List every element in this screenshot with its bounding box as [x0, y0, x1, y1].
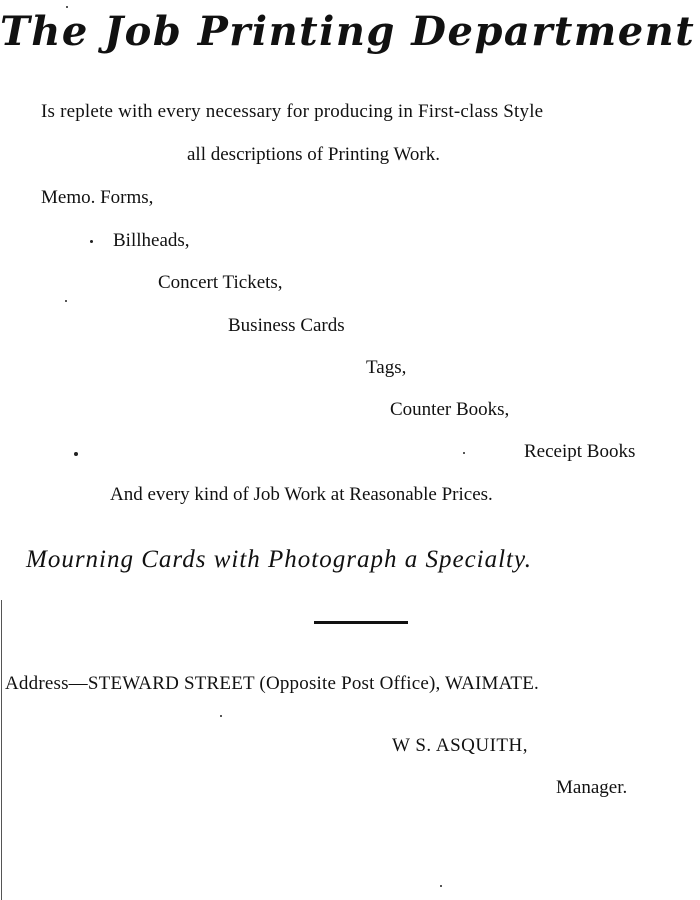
page-title: The Job Printing Department: [0, 8, 696, 55]
address-line: Address—STEWARD STREET (Opposite Post Office), WAIMATE.: [5, 673, 539, 694]
manager-title: Manager.: [556, 777, 628, 798]
specialty-line: Mourning Cards with Photograph a Specialty.: [26, 546, 532, 573]
list-item-counter-books: Counter Books,: [390, 399, 510, 420]
ink-speck: [66, 6, 68, 8]
list-item-memo-forms: Memo. Forms,: [41, 187, 154, 208]
intro-line-2: all descriptions of Printing Work.: [187, 144, 441, 165]
scan-edge-line: [1, 600, 2, 900]
list-item-tags: Tags,: [366, 357, 407, 378]
list-item-business-cards: Business Cards: [228, 315, 345, 336]
ink-speck: [74, 452, 78, 456]
ink-speck: [65, 300, 67, 302]
ink-speck: [463, 452, 465, 454]
ink-speck: [440, 885, 442, 887]
list-item-billheads: Billheads,: [113, 230, 190, 251]
intro-line-1: Is replete with every necessary for producing in First-class Style: [41, 101, 544, 122]
list-item-receipt-books: Receipt Books: [524, 441, 636, 462]
list-item-concert-tickets: Concert Tickets,: [158, 272, 283, 293]
ink-speck: [220, 715, 222, 717]
manager-name: W S. ASQUITH,: [392, 735, 528, 756]
divider-rule: [314, 621, 408, 624]
closing-line: And every kind of Job Work at Reasonable Prices.: [110, 484, 493, 505]
ink-speck: [90, 240, 93, 243]
